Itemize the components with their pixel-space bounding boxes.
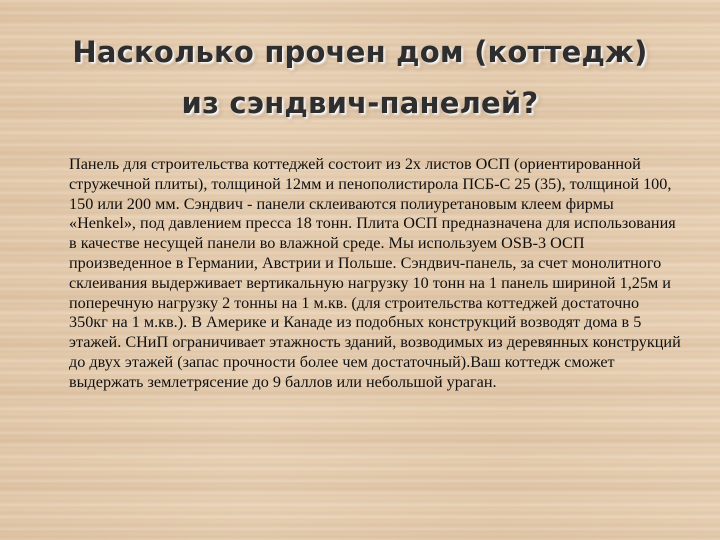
- slide-body-text: Панель для строительства коттеджей состоит из 2х листов ОСП (ориентированной стружечной плиты), толщиной 12мм и пенополистирола ПСБ-С 25 (35), толщиной 100, 150 или 200 мм. Сэндвич - панели склеиваются полиуретановым клеем фирмы «Henkel», под давлением пресса 18 тонн. Плита ОСП предназначена для использования в качестве несущей панели во влажной среде. Мы используем OSB-3 ОСП произведенное в Германии, Австрии и Польше. Сэндвич-панель, за счет монолитного склеивания выдерживает вертикальную нагрузку 10 тонн на 1 панель шириной 1,25м и поперечную нагрузку 2 тонны на 1 м.кв. (для строительства коттеджей достаточно 350кг на 1 м.кв.). В Америке и Канаде из подобных конструкций возводят дома в 5 этажей. СНиП ограничивает этажность зданий, возводимых из деревянных конструкций до двух этажей (запас прочности более чем достаточный).Ваш коттедж сможет выдержать землетрясение до 9 баллов или небольшой ураган.: [69, 155, 681, 391]
- slide-title-line-2: из сэндвич-панелей?: [181, 86, 539, 120]
- slide-title-line-1: Насколько прочен дом (коттедж): [72, 35, 648, 69]
